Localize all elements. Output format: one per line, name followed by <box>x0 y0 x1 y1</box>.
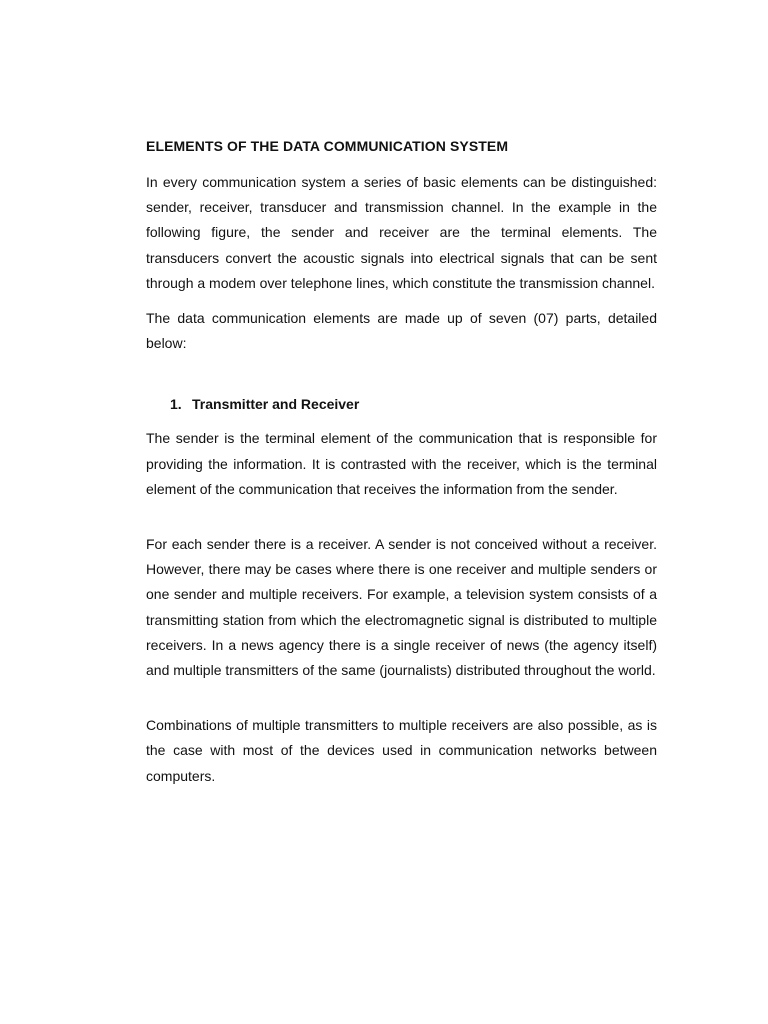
intro-paragraph-2: The data communication elements are made up of seven (07) parts, detailed below: <box>146 310 657 352</box>
intro-paragraph-1: In every communication system a series of basic elements can be distinguished: sender, receiver, transducer and transmission channel. In the example in the following figure, the sender and receiver are the terminal elements. The transducers convert the acoustic signals into electrical signals that can be sent through a modem over telephone lines, which constitute the transmission channel. <box>146 174 657 291</box>
spacer <box>146 356 657 394</box>
section-number: 1. <box>170 396 182 413</box>
section-heading <box>146 394 657 414</box>
spacer <box>146 296 657 306</box>
section-paragraph-2: For each sender there is a receiver. A sender is not conceived without a receiver. However, there may be cases where there is one receiver and multiple senders or one sender and multiple receivers. For example, a television system consists of a transmitting station from which the electromagnetic signal is distributed to multiple receivers. In a news agency there is a single receiver of news (the agency itself) and multiple transmitters of the same (journalists) distributed throughout the world. <box>146 536 657 679</box>
section-paragraph-1: The sender is the terminal element of the communication that is responsible for providing the information. It is contrasted with the receiver, which is the terminal element of the communication that receives the information from the sender. <box>146 430 657 497</box>
section-title: Transmitter and Receiver <box>192 396 360 413</box>
spacer <box>146 502 657 532</box>
document-title: ELEMENTS OF THE DATA COMMUNICATION SYSTEM <box>146 138 509 154</box>
document-body <box>146 136 657 789</box>
section-paragraph-3: Combinations of multiple transmitters to multiple receivers are also possible, as is the case with most of the devices used in communication networks between computers. <box>146 717 657 784</box>
spacer <box>146 683 657 713</box>
